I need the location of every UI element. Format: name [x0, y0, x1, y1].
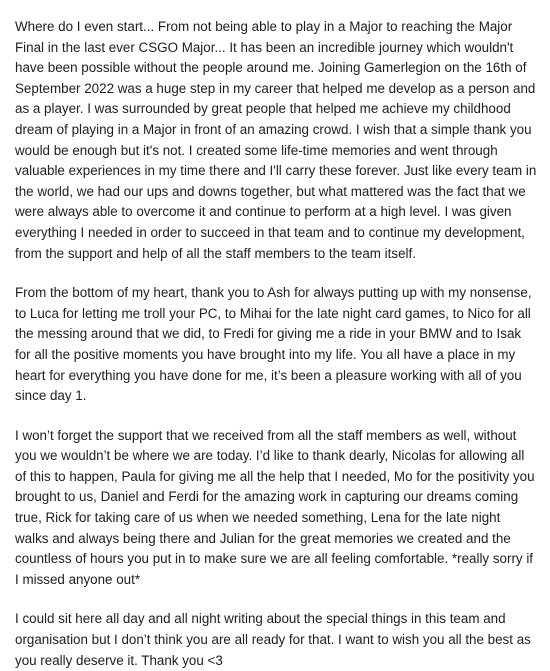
post-body: [15, 17, 537, 671]
post-paragraph: Where do I even start... From not being able to play in a Major to reaching the Major Final in the last ever CSGO Major... It has been an incredible journey which wouldn't have been possible without the people around me. Joining Gamerlegion on the 16th of September 2022 was a huge step in my career that helped me develop as a person and as a player. I was surrounded by great people that helped me achieve my childhood dream of playing in a Major in front of an amazing crowd. I wish that a simple thank you would be enough but it's not. I created some life-time memories and went through valuable experiences in my time there and I'll carry these forever. Just like every team in the world, we had our ups and downs together, but what mattered was the fact that we were always able to overcome it and continue to perform at a high level. I was given everything I needed in order to succeed in that team and to continue my development, from the support and help of all the staff members to the team itself.: [15, 19, 537, 261]
post-paragraph: From the bottom of my heart, thank you to Ash for always putting up with my nonsense, to Luca for letting me troll your PC, to Mihai for the late night card games, to Nico for all the messing around that we did, to Fredi for giving me a ride in your BMW and to Isak for all the positive moments you have brought into my life. You all have a place in my heart for everything you have done for me, it’s been a pleasure working with all of you since day 1.: [15, 285, 532, 404]
post-paragraph: I could sit here all day and all night writing about the special things in this team and organisation but I don’t think you are all ready for that. I want to wish you all the best as you really deserve it. Thank you <3: [15, 611, 531, 668]
post-paragraph: I won’t forget the support that we received from all the staff members as well, without you we wouldn’t be where we are today. I’d like to thank dearly, Nicolas for allowing all of this to happen, Paula for giving me all the help that I needed, Mo for the positivity you brought to us, Daniel and Ferdi for the amazing work in capturing our dreams coming true, Rick for taking care of us when we needed something, Lena for the late night walks and always being there and Julian for the great memories we created and the countless of hours you put in to make sure we are all feeling comfortable. *really sorry if I missed anyone out*: [15, 427, 535, 587]
